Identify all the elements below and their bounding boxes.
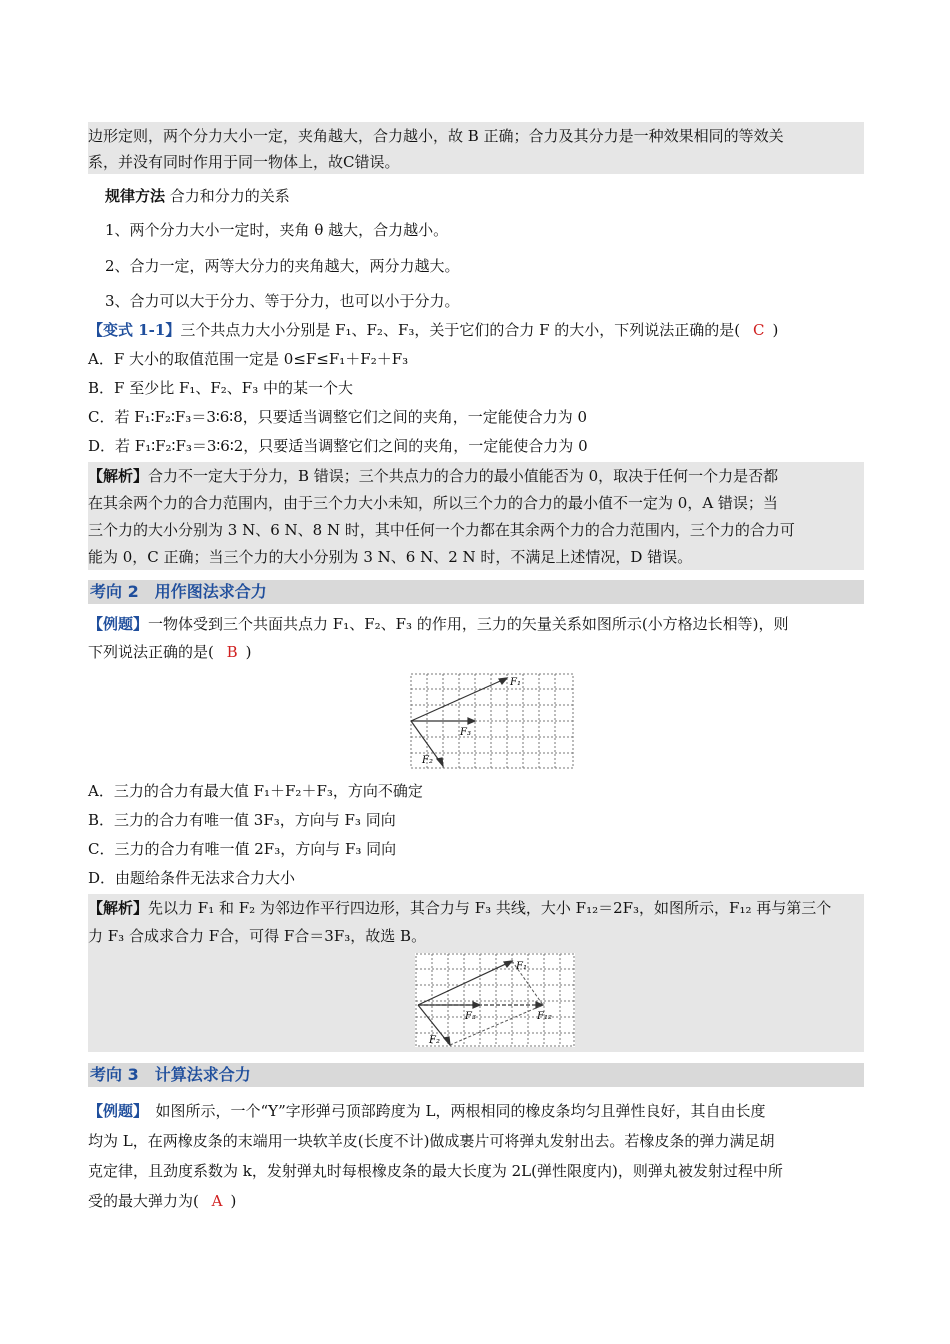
arrow-f3 bbox=[468, 718, 475, 724]
variant-analysis-1 bbox=[88, 466, 778, 486]
section-3-text-4: 受的最大弹力为( bbox=[88, 1192, 199, 1210]
force-diagram-1 bbox=[410, 673, 574, 769]
label-f3: F₃ bbox=[460, 727, 471, 738]
section-2-question-text-2: 下列说法正确的是( bbox=[88, 643, 214, 661]
label-f1-2: F₁ bbox=[516, 961, 527, 972]
arrow-f1 bbox=[499, 678, 507, 684]
section-3-text-1: 如图所示，一个“Y”字形弹弓顶部跨度为 L，两根相同的橡皮条均匀且弹性良好，其自由长度 bbox=[140, 1102, 766, 1120]
section-2-analysis-1 bbox=[88, 898, 831, 918]
section-2-heading bbox=[88, 580, 864, 604]
section-2-close: ) bbox=[245, 643, 252, 661]
variant-analysis-text-1: 合力不一定大于分力，B 错误；三个共点力的合力的最小值能否为 0，取决于任何一个力是否都 bbox=[148, 467, 779, 485]
section-2-analysis-text-1: 先以力 F₁ 和 F₂ 为邻边作平行四边形，其合力与 F₃ 共线，大小 F₁₂＝2F₃，如图所示，F₁₂ 再与第三个 bbox=[148, 899, 832, 917]
arrow-f2 bbox=[437, 758, 443, 766]
section-3-heading bbox=[88, 1063, 864, 1087]
section-3-line-4 bbox=[88, 1191, 236, 1211]
label-f3-2: F₃ bbox=[465, 1011, 476, 1022]
section-2-analysis-2: 力 F₃ 合成求合力 F合，可得 F合＝3F₃，故选 B。 bbox=[88, 927, 427, 945]
variant-analysis-4: 能为 0，C 正确；当三个力的大小分别为 3 N、6 N、2 N 时，不满足上述情况，D 错误。 bbox=[88, 548, 693, 566]
variant-answer: C bbox=[752, 321, 765, 339]
variant-question-text: 三个共点力大小分别是 F₁、F₂、F₃，关于它们的合力 F 的大小，下列说法正确的是( bbox=[180, 321, 741, 339]
rule-item-3: 3、合力可以大于分力、等于分力，也可以小于分力。 bbox=[105, 292, 460, 310]
variant-option-a: A．F 大小的取值范围一定是 0≤F≤F₁＋F₂＋F₃ bbox=[88, 350, 409, 368]
variant-close: ) bbox=[772, 321, 779, 339]
rule-title: 合力和分力的关系 bbox=[169, 187, 290, 205]
section-3-close: ) bbox=[230, 1192, 237, 1210]
label-f1: F₁ bbox=[510, 677, 521, 688]
section-2-question-1 bbox=[88, 614, 789, 634]
section-3-example-tag: 【例题】 bbox=[88, 1102, 141, 1120]
variant-option-d: D．若 F₁∶F₂∶F₃＝3∶6∶2，只要适当调整它们之间的夹角，一定能使合力为 0 bbox=[88, 437, 588, 455]
section-3-heading-text: 考向 3 计算法求合力 bbox=[90, 1065, 251, 1084]
section-2-question-text: 一物体受到三个共面共点力 F₁、F₂、F₃ 的作用，三力的矢量关系如图所示(小方格边长相等)，则 bbox=[148, 615, 789, 633]
variant-analysis-tag: 【解析】 bbox=[88, 467, 149, 485]
section-2-answer: B bbox=[226, 643, 238, 661]
section-2-option-c: C．三力的合力有唯一值 2F₃，方向与 F₃ 同向 bbox=[88, 840, 397, 858]
label-f2-2: F₂ bbox=[429, 1035, 440, 1046]
section-3-answer: A bbox=[211, 1192, 223, 1210]
section-3-line-1 bbox=[88, 1101, 766, 1121]
section-2-option-d: D．由题给条件无法求合力大小 bbox=[88, 869, 296, 887]
force-diagram-2 bbox=[415, 953, 575, 1047]
section-2-analysis-tag: 【解析】 bbox=[88, 899, 149, 917]
section-3-line-3: 克定律，且劲度系数为 k，发射弹丸时每根橡皮条的最大长度为 2L(弹性限度内)，则弹丸被发射过程中所 bbox=[88, 1162, 783, 1180]
variant-option-b: B．F 至少比 F₁、F₂、F₃ 中的某一个大 bbox=[88, 379, 353, 397]
section-2-question-2 bbox=[88, 642, 252, 662]
label-f12: F₁₂ bbox=[537, 1011, 552, 1022]
variant-question bbox=[88, 320, 778, 340]
section-2-heading-text: 考向 2 用作图法求合力 bbox=[90, 582, 267, 601]
variant-tag: 【变式 1-1】 bbox=[88, 321, 181, 339]
variant-analysis-3: 三个力的大小分别为 3 N、6 N、8 N 时，其中任何一个力都在其余两个力的合力范围内，三个力的合力可 bbox=[88, 521, 795, 539]
variant-option-c: C．若 F₁∶F₂∶F₃＝3∶6∶8，只要适当调整它们之间的夹角，一定能使合力为 0 bbox=[88, 408, 588, 426]
label-f2: F₂ bbox=[422, 755, 433, 766]
rule-title-row bbox=[105, 186, 290, 206]
section-2-option-a: A．三力的合力有最大值 F₁＋F₂＋F₃，方向不确定 bbox=[88, 782, 423, 800]
rule-item-2: 2、合力一定，两等大分力的夹角越大，两分力越大。 bbox=[105, 257, 460, 275]
section-2-example-tag: 【例题】 bbox=[88, 615, 149, 633]
intro-line-1: 边形定则，两个分力大小一定，夹角越大，合力越小，故 B 正确；合力及其分力是一种效果相同的等效关 bbox=[88, 127, 784, 145]
section-3-line-2: 均为 L，在两橡皮条的末端用一块软羊皮(长度不计)做成裹片可将弹丸发射出去。若橡皮条的弹力满足胡 bbox=[88, 1132, 775, 1150]
rule-label: 规律方法 bbox=[105, 187, 166, 205]
section-2-option-b: B．三力的合力有唯一值 3F₃，方向与 F₃ 同向 bbox=[88, 811, 396, 829]
rule-item-1: 1、两个分力大小一定时，夹角 θ 越大，合力越小。 bbox=[105, 221, 449, 239]
variant-analysis-2: 在其余两个力的合力范围内，由于三个力大小未知，所以三个力的合力的最小值不一定为 0，A 错误；当 bbox=[88, 494, 778, 512]
intro-line-2: 系，并没有同时作用于同一物体上，故C错误。 bbox=[88, 153, 400, 171]
